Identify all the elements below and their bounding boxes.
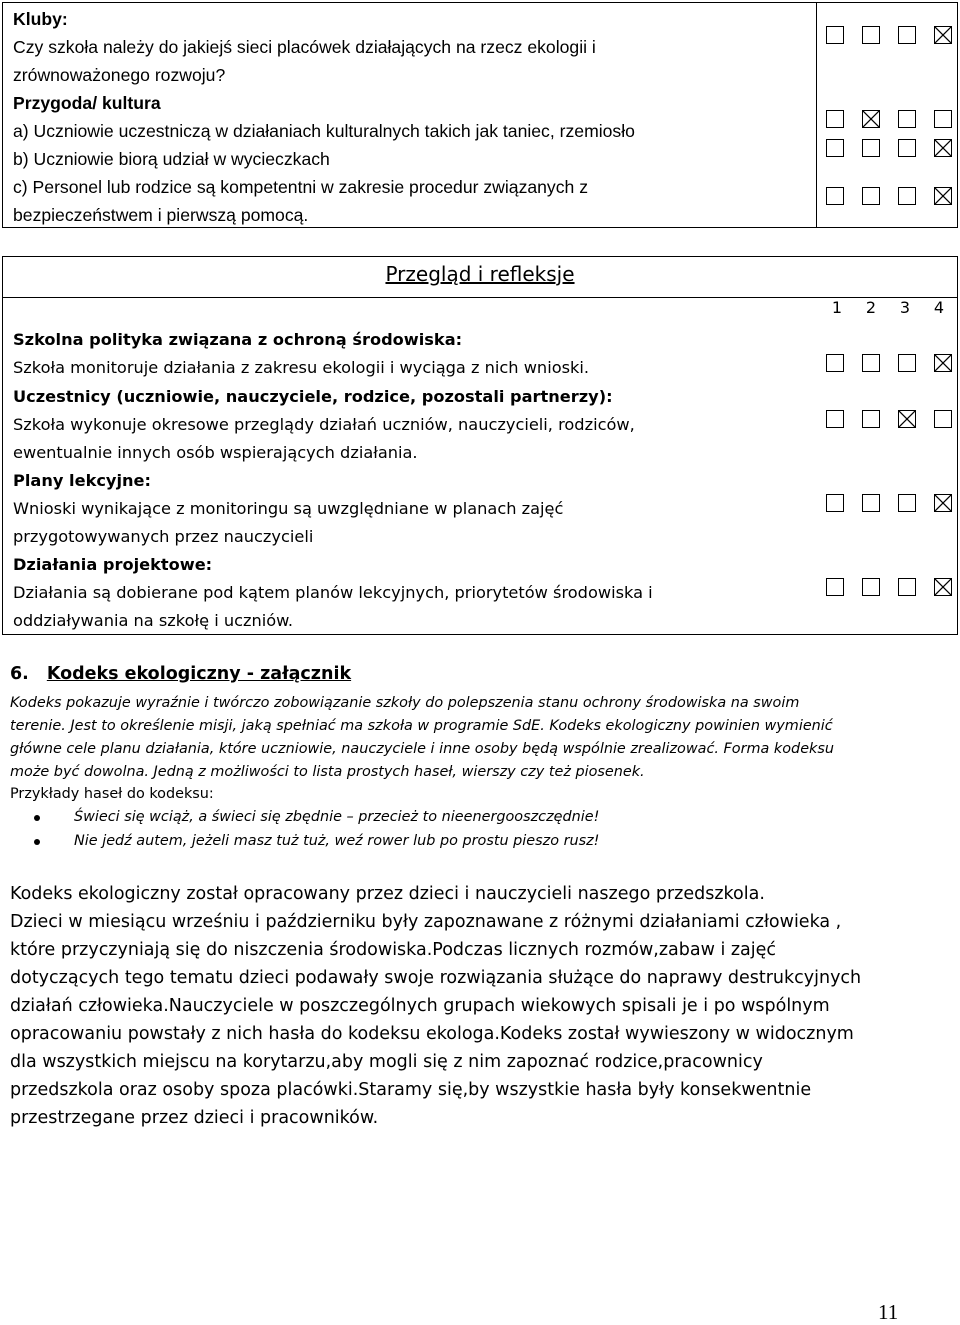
review-line: Uczestnicy (uczniowie, nauczyciele, rodzice, pozostali partnerzy): <box>13 387 613 406</box>
checkbox-2[interactable] <box>862 410 880 428</box>
section-6-heading <box>10 664 351 684</box>
review-line: ewentualnie innych osób wspierających działania. <box>13 443 418 462</box>
checkbox-1[interactable] <box>826 187 844 205</box>
bullet-icon <box>34 839 40 845</box>
checkbox-3[interactable] <box>898 410 916 428</box>
checkbox-4[interactable] <box>934 110 952 128</box>
review-line: Szkoła monitoruje działania z zakresu ekologii i wyciąga z nich wnioski. <box>13 358 590 377</box>
checkbox-2[interactable] <box>862 187 880 205</box>
description-line: Kodeks pokazuje wyraźnie i twórczo zobowiązanie szkoły do polepszenia stanu ochrony środowiska na swoim <box>10 695 800 711</box>
checkbox-3[interactable] <box>898 494 916 512</box>
bullet-icon <box>34 815 40 821</box>
checkbox-2[interactable] <box>862 110 880 128</box>
checkbox-3[interactable] <box>898 110 916 128</box>
checkbox-2[interactable] <box>862 578 880 596</box>
review-line: Wnioski wynikające z monitoringu są uwzględniane w planach zajęć <box>13 499 564 518</box>
page-number: 11 <box>878 1300 899 1324</box>
review-checkbox-row <box>826 410 952 428</box>
review-heading-cell <box>3 257 958 298</box>
checkbox-1[interactable] <box>826 354 844 372</box>
checkbox-4[interactable] <box>934 578 952 596</box>
section-title: Kodeks ekologiczny - załącznik <box>46 664 352 684</box>
checkbox-4[interactable] <box>934 187 952 205</box>
checkbox-1[interactable] <box>826 410 844 428</box>
clubs-line: b) Uczniowie biorą udział w wycieczkach <box>13 149 330 169</box>
review-line: Szkoła wykonuje okresowe przeglądy działań uczniów, nauczycieli, rodziców, <box>13 415 635 434</box>
clubs-line: a) Uczniowie uczestniczą w działaniach kulturalnych takich jak taniec, rzemiosło <box>13 121 635 141</box>
example-item <box>40 809 599 825</box>
clubs-line: Przygoda/ kultura <box>13 93 161 113</box>
checkbox-4[interactable] <box>934 494 952 512</box>
checkbox-3[interactable] <box>898 578 916 596</box>
checkbox-1[interactable] <box>826 578 844 596</box>
example-item <box>40 833 599 849</box>
checkbox-3[interactable] <box>898 187 916 205</box>
example-text: Świeci się wciąż, a świeci się zbędnie – przecież to nieenergooszczędnie! <box>74 809 600 825</box>
checkbox-4[interactable] <box>934 354 952 372</box>
description-line: może być dowolna. Jedną z możliwości to lista prostych haseł, wierszy czy też piosenek. <box>10 764 645 780</box>
checkbox-1[interactable] <box>826 139 844 157</box>
review-line: Działania projektowe: <box>13 555 213 574</box>
paragraph-line: przestrzegane przez dzieci i pracowników. <box>10 1108 379 1128</box>
review-body-cell <box>3 298 958 635</box>
review-line: Plany lekcyjne: <box>13 471 152 490</box>
clubs-text-cell <box>3 3 817 228</box>
examples-heading: Przykłady haseł do kodeksu: <box>10 786 214 802</box>
checkbox-3[interactable] <box>898 139 916 157</box>
clubs-line: Kluby: <box>13 9 68 29</box>
rating-column-headers <box>831 298 945 317</box>
section-number: 6. <box>10 664 29 684</box>
checkbox-3[interactable] <box>898 354 916 372</box>
paragraph-line: które przyczyniają się do niszczenia środowiska.Podczas licznych rozmów,zabaw i zajęć <box>10 940 777 960</box>
clubs-checkbox-row <box>826 187 952 205</box>
clubs-line: Czy szkoła należy do jakiejś sieci placówek działających na rzecz ekologii i <box>13 37 596 57</box>
checkbox-4[interactable] <box>934 26 952 44</box>
clubs-checkbox-row <box>826 110 952 128</box>
rating-column-2: 2 <box>865 298 877 317</box>
review-checkbox-row <box>826 494 952 512</box>
review-checkbox-row <box>826 578 952 596</box>
review-line: oddziaływania na szkołę i uczniów. <box>13 611 294 630</box>
paragraph-line: działań człowieka.Nauczyciele w poszczególnych grupach wiekowych spisali je i po wspólnym <box>10 996 830 1016</box>
rating-column-1: 1 <box>831 298 843 317</box>
clubs-checkbox-row <box>826 139 952 157</box>
review-heading: Przegląd i refleksje <box>385 262 575 286</box>
checkbox-2[interactable] <box>862 494 880 512</box>
paragraph-line: dla wszystkich miejscu na korytarzu,aby mogli się z nim zapoznać rodzice,pracownicy <box>10 1052 763 1072</box>
clubs-checkbox-row <box>826 26 952 44</box>
paragraph-line: przedszkola oraz osoby spoza placówki.Staramy się,by wszystkie hasła były konsekwentnie <box>10 1080 812 1100</box>
clubs-line: zrównoważonego rozwoju? <box>13 65 226 85</box>
rating-column-4: 4 <box>933 298 945 317</box>
paragraph-line: opracowaniu powstały z nich hasła do kodeksu ekologa.Kodeks został wywieszony w widocznym <box>10 1024 854 1044</box>
checkbox-2[interactable] <box>862 26 880 44</box>
review-line: Działania są dobierane pod kątem planów lekcyjnych, priorytetów środowiska i <box>13 583 653 602</box>
review-line: Szkolna polityka związana z ochroną środowiska: <box>13 330 463 349</box>
review-line: przygotowywanych przez nauczycieli <box>13 527 314 546</box>
example-text: Nie jedź autem, jeżeli masz tuż tuż, weź rower lub po prostu pieszo rusz! <box>74 833 600 849</box>
review-table <box>2 256 958 635</box>
checkbox-4[interactable] <box>934 410 952 428</box>
clubs-table <box>2 2 958 228</box>
checkbox-1[interactable] <box>826 110 844 128</box>
checkbox-1[interactable] <box>826 494 844 512</box>
description-line: terenie. Jest to określenie misji, jaką spełniać ma szkoła w programie SdE. Kodeks ekologiczny powinien wymienić <box>10 718 833 734</box>
rating-column-3: 3 <box>899 298 911 317</box>
paragraph-line: dotyczących tego tematu dzieci podawały swoje rozwiązania służące do naprawy destrukcyjnych <box>10 968 862 988</box>
checkbox-1[interactable] <box>826 26 844 44</box>
checkbox-4[interactable] <box>934 139 952 157</box>
review-checkbox-row <box>826 354 952 372</box>
clubs-line: c) Personel lub rodzice są kompetentni w zakresie procedur związanych z <box>13 177 588 197</box>
description-line: główne cele planu działania, które uczniowie, nauczyciele i inne osoby będą wspólnie zrealizować. Forma kodeksu <box>10 741 834 757</box>
paragraph-line: Kodeks ekologiczny został opracowany przez dzieci i nauczycieli naszego przedszkola. <box>10 884 765 904</box>
checkbox-3[interactable] <box>898 26 916 44</box>
clubs-line: bezpieczeństwem i pierwszą pomocą. <box>13 205 309 225</box>
checkbox-2[interactable] <box>862 139 880 157</box>
checkbox-2[interactable] <box>862 354 880 372</box>
paragraph-line: Dzieci w miesiącu wrześniu i październiku były zapoznawane z różnymi działaniami człowieka , <box>10 912 842 932</box>
